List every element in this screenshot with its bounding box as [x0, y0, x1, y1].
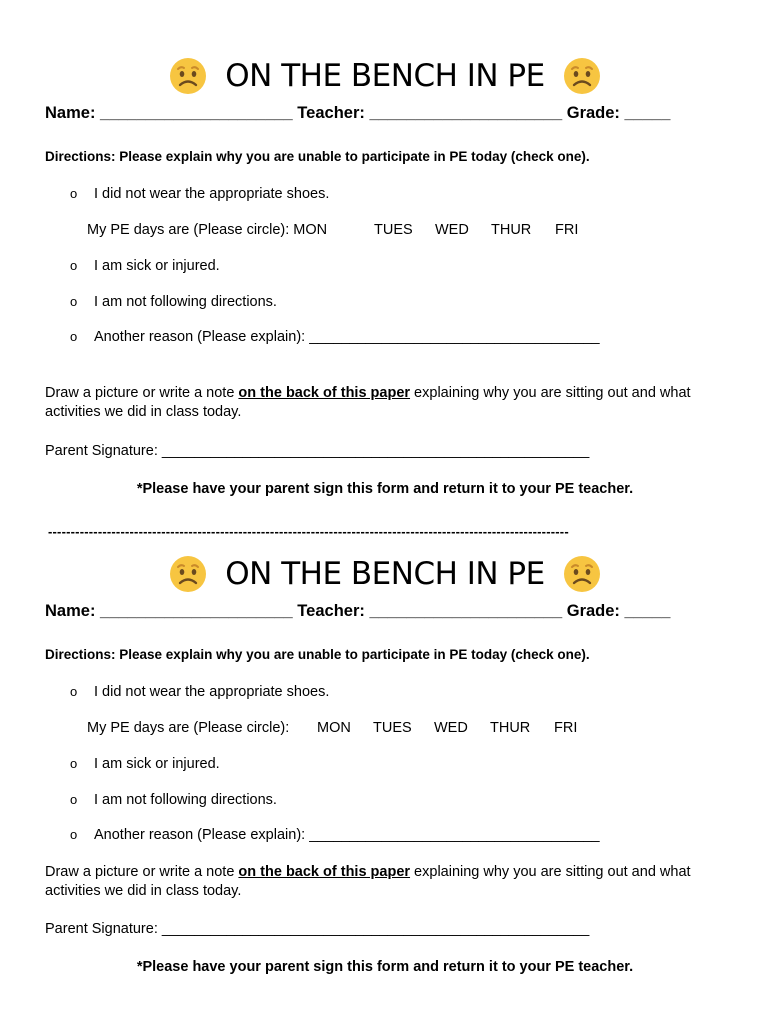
check-circle-icon[interactable]: o	[70, 792, 78, 807]
note-emphasis: on the back of this paper	[238, 864, 411, 880]
pe-days-row	[87, 720, 578, 736]
note-text: Draw a picture or write a note	[45, 864, 239, 880]
name-teacher-grade-line[interactable]: Name: _____________________ Teacher: _____________________ Grade: _____	[45, 602, 671, 620]
footer-instruction: *Please have your parent sign this form and return it to your PE teacher.	[136, 959, 634, 975]
parent-signature-line[interactable]: Parent Signature: _____________________________________________________	[45, 921, 590, 937]
check-circle-icon[interactable]: o	[70, 684, 78, 699]
day-option-tues[interactable]: TUES	[374, 222, 413, 238]
title-row	[0, 554, 770, 594]
pe-days-label: My PE days are (Please circle):	[87, 720, 290, 736]
parent-signature-line[interactable]: Parent Signature: _____________________________________________________	[45, 443, 590, 459]
checkbox-item-other[interactable]	[70, 329, 600, 345]
checkbox-item-directions[interactable]	[70, 792, 277, 808]
day-option-fri[interactable]: FRI	[554, 720, 578, 736]
directions-text: Directions: Please explain why you are unable to participate in PE today (check one).	[45, 149, 590, 164]
checkbox-item-shoes[interactable]	[70, 684, 329, 700]
day-option-thur[interactable]: THUR	[491, 222, 532, 238]
item-label: I did not wear the appropriate shoes.	[94, 186, 330, 202]
sad-face-emoji-icon	[169, 555, 207, 593]
day-option-wed[interactable]: WED	[435, 222, 469, 238]
pe-days-label: My PE days are (Please circle): MON	[87, 222, 328, 238]
item-label: I am not following directions.	[94, 792, 277, 808]
page-title: ON THE BENCH IN PE	[225, 58, 545, 94]
item-label: I am not following directions.	[94, 294, 277, 310]
check-circle-icon[interactable]: o	[70, 186, 78, 201]
back-of-paper-note	[45, 863, 735, 901]
day-option-wed[interactable]: WED	[434, 720, 468, 736]
pe-days-row	[87, 222, 579, 238]
directions-text: Directions: Please explain why you are unable to participate in PE today (check one).	[45, 647, 590, 662]
checkbox-item-directions[interactable]	[70, 294, 277, 310]
day-option-fri[interactable]: FRI	[555, 222, 579, 238]
day-option-mon[interactable]: MON	[317, 720, 351, 736]
item-label: Another reason (Please explain): ____________________________________	[94, 329, 600, 345]
sad-face-emoji-icon	[563, 57, 601, 95]
item-label: I am sick or injured.	[94, 258, 220, 274]
checkbox-item-other[interactable]	[70, 827, 600, 843]
check-circle-icon[interactable]: o	[70, 294, 78, 309]
sad-face-emoji-icon	[169, 57, 207, 95]
note-text: explaining why you are sitting out and what activities we did in class today.	[45, 864, 691, 899]
check-circle-icon[interactable]: o	[70, 258, 78, 273]
check-circle-icon[interactable]: o	[70, 329, 78, 344]
check-circle-icon[interactable]: o	[70, 756, 78, 771]
day-option-thur[interactable]: THUR	[490, 720, 531, 736]
note-text: Draw a picture or write a note	[45, 385, 239, 401]
cut-line-divider: -------------------------------------------------------------------------------------------------------------------	[48, 524, 569, 539]
checkbox-item-sick[interactable]	[70, 756, 220, 772]
note-emphasis: on the back of this paper	[238, 385, 411, 401]
note-text: explaining why you are sitting out and what activities we did in class today.	[45, 385, 691, 420]
day-option-tues[interactable]: TUES	[373, 720, 412, 736]
check-circle-icon[interactable]: o	[70, 827, 78, 842]
footer-instruction: *Please have your parent sign this form and return it to your PE teacher.	[136, 481, 634, 497]
item-label: I am sick or injured.	[94, 756, 220, 772]
item-label: Another reason (Please explain): ____________________________________	[94, 827, 600, 843]
checkbox-item-sick[interactable]	[70, 258, 220, 274]
title-row	[0, 56, 770, 96]
checkbox-item-shoes[interactable]	[70, 186, 329, 202]
sad-face-emoji-icon	[563, 555, 601, 593]
back-of-paper-note	[45, 384, 735, 422]
name-teacher-grade-line[interactable]: Name: _____________________ Teacher: _____________________ Grade: _____	[45, 104, 671, 122]
item-label: I did not wear the appropriate shoes.	[94, 684, 330, 700]
page-title: ON THE BENCH IN PE	[225, 556, 545, 592]
